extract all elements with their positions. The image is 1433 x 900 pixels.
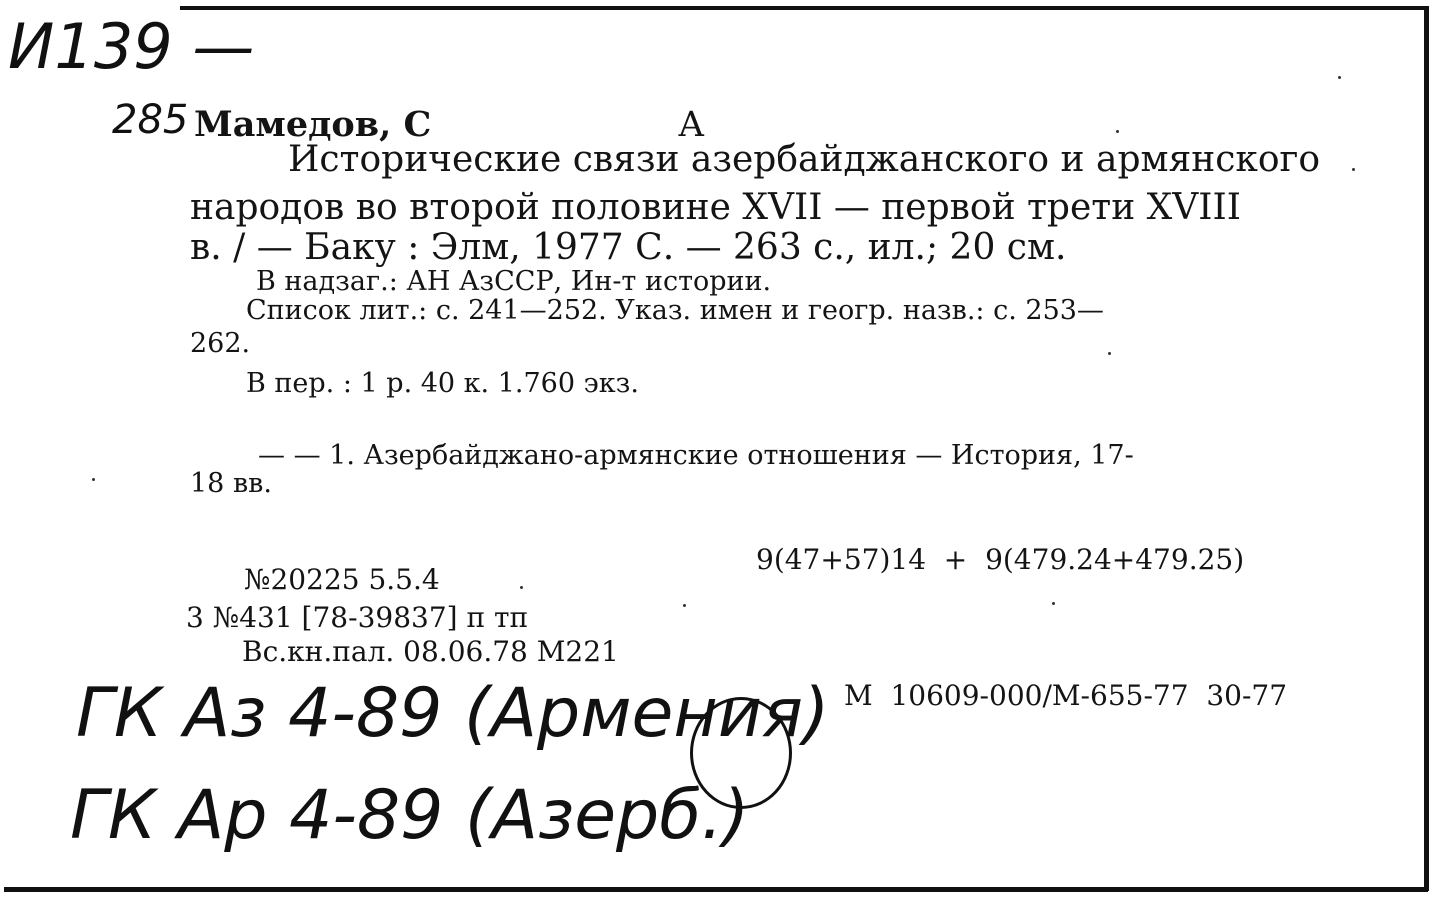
author: Мамедов, С: [194, 104, 432, 145]
classification-index: 9(47+57)14 + 9(479.24+479.25): [756, 543, 1245, 576]
card-bottom-edge: [4, 887, 1428, 892]
speck: [1352, 168, 1355, 171]
speck: [520, 586, 523, 589]
subject-heading: — — 1. Азербайджано-армянские отношения — История, 17-: [258, 440, 1134, 471]
card-top-edge: [180, 6, 1425, 10]
title-line-1: Исторические связи азербайджанского и армянского: [288, 139, 1321, 180]
title-line-2: народов во второй половине XVII — первой трети XVIII: [190, 187, 1241, 228]
speck: [1052, 602, 1055, 605]
card-right-edge: [1424, 6, 1429, 891]
author-initial: А: [678, 105, 705, 145]
speck: [683, 604, 686, 607]
speck: [1116, 130, 1119, 133]
handwritten-note-2: ГК Ар 4-89 (Азерб.): [70, 776, 750, 855]
subject-heading-cont: 18 вв.: [190, 468, 272, 499]
order-code: М 10609-000/М-655-77 30-77: [844, 679, 1288, 712]
title-line-3: в. / — Баку : Элм, 1977 С. — 263 с., ил.; 20 см.: [190, 227, 1067, 268]
note-price: В пер. : 1 р. 40 к. 1.760 экз.: [246, 368, 639, 399]
handwritten-note-1: ГК Аз 4-89 (Армения): [76, 674, 830, 753]
handwritten-number: 285: [112, 97, 189, 143]
note-heading: В надзаг.: АН АзССР, Ин-т истории.: [256, 266, 772, 297]
record-chamber: Вс.кн.пал. 08.06.78 М221: [242, 635, 619, 668]
speck: [1338, 76, 1341, 79]
speck: [1108, 352, 1111, 355]
speck: [92, 478, 95, 481]
record-number: №20225 5.5.4: [244, 563, 440, 596]
handwritten-shelf-mark: И139 —: [8, 10, 255, 83]
note-bibliography-cont: 262.: [190, 328, 251, 359]
note-bibliography: Список лит.: с. 241—252. Указ. имен и геогр. назв.: с. 253—: [246, 295, 1104, 326]
record-code: 3 №431 [78-39837] п тп: [186, 601, 529, 634]
